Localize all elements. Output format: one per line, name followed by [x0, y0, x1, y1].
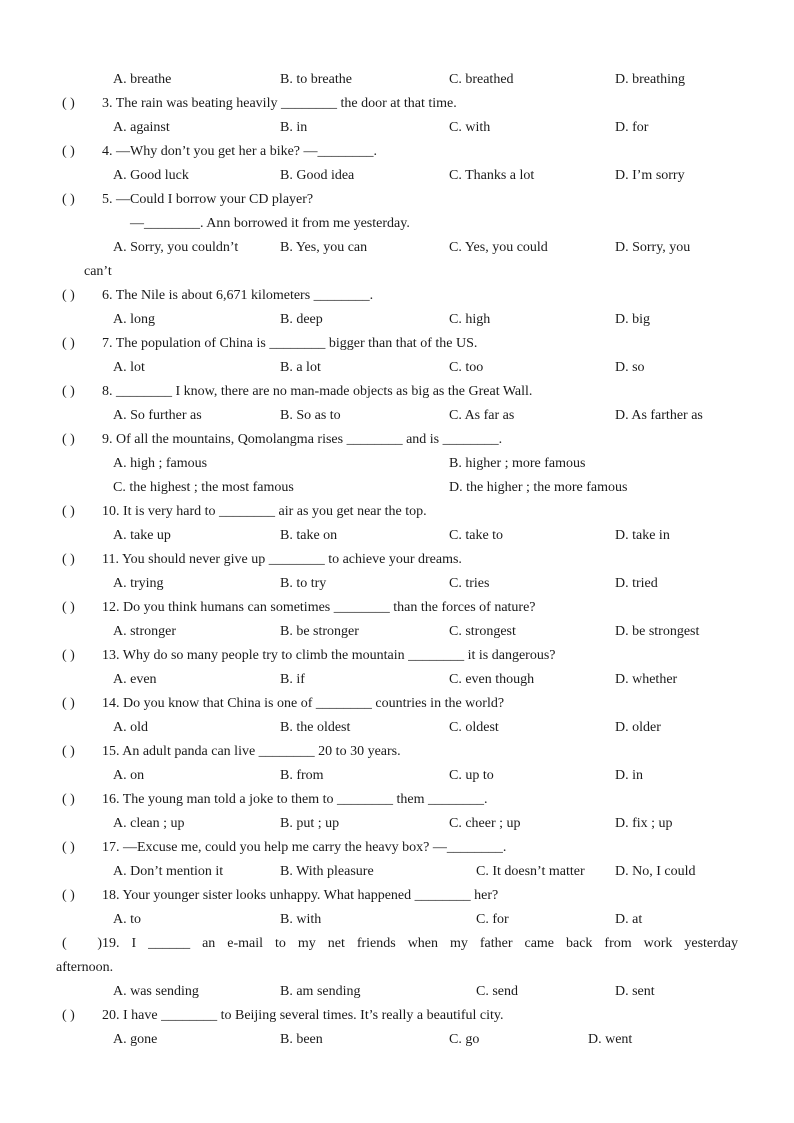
option-c: C. Yes, you could — [449, 240, 548, 255]
option-a: A. gone — [113, 1032, 158, 1047]
option-d: D. in — [615, 768, 643, 783]
option-c: C. the highest ; the most famous — [113, 480, 294, 495]
question-19 — [62, 932, 738, 956]
question-5 — [62, 188, 742, 212]
option-c: C. too — [449, 360, 484, 375]
q2-option-d: D. breathing — [615, 72, 685, 87]
option-c: C. It doesn’t matter — [476, 864, 585, 879]
option-d: D. sent — [615, 984, 655, 999]
question-14 — [62, 692, 742, 716]
question-7 — [62, 332, 742, 356]
answer-parens: ( ) — [62, 1008, 75, 1023]
option-d: D. fix ; up — [615, 816, 673, 831]
question-text: 15. An adult panda can live ________ 20 to 30 years. — [102, 744, 401, 759]
question-text: 11. You should never give up ________ to achieve your dreams. — [102, 552, 462, 567]
answer-parens: ( ) — [62, 648, 75, 663]
question-text: 7. The population of China is ________ bigger than that of the US. — [102, 336, 478, 351]
option-d: D. so — [615, 360, 645, 375]
question-5-reply: —________. Ann borrowed it from me yesterday. — [130, 216, 410, 231]
option-b: B. With pleasure — [280, 864, 374, 879]
q2-option-a: A. breathe — [113, 72, 172, 87]
answer-parens: ( ) — [62, 144, 75, 159]
option-d: D. the higher ; the more famous — [449, 480, 628, 495]
option-c: C. even though — [449, 672, 535, 687]
option-a: A. stronger — [113, 624, 176, 639]
option-a: A. old — [113, 720, 148, 735]
answer-parens: ( ) — [62, 96, 75, 111]
option-b: B. put ; up — [280, 816, 340, 831]
option-b: B. from — [280, 768, 324, 783]
question-text: 10. It is very hard to ________ air as you get near the top. — [102, 504, 427, 519]
option-b: B. be stronger — [280, 624, 359, 639]
option-b: B. take on — [280, 528, 338, 543]
answer-parens: ( ) — [62, 696, 75, 711]
option-b: B. am sending — [280, 984, 361, 999]
question-text: 16. The young man told a joke to them to ________ them ________. — [102, 792, 488, 807]
question-3 — [62, 92, 742, 116]
option-c: C. for — [476, 912, 509, 927]
question-text: 3. The rain was beating heavily ________ the door at that time. — [102, 96, 457, 111]
q2-option-b: B. to breathe — [280, 72, 352, 87]
option-a: A. was sending — [113, 984, 199, 999]
option-b: B. deep — [280, 312, 323, 327]
option-c: C. As far as — [449, 408, 515, 423]
option-d: D. As farther as — [615, 408, 703, 423]
question-17 — [62, 836, 742, 860]
option-b: B. higher ; more famous — [449, 456, 586, 471]
option-a: A. Good luck — [113, 168, 189, 183]
option-c: C. send — [476, 984, 518, 999]
answer-parens: ( ) — [62, 192, 75, 207]
option-d: D. for — [615, 120, 649, 135]
option-c: C. up to — [449, 768, 494, 783]
question-9 — [62, 428, 742, 452]
question-18 — [62, 884, 742, 908]
question-8 — [62, 380, 742, 404]
option-c: C. with — [449, 120, 491, 135]
option-d: D. at — [615, 912, 643, 927]
answer-parens: ( ) — [62, 336, 75, 351]
question-text: 4. —Why don’t you get her a bike? —________. — [102, 144, 378, 159]
q2-option-c: C. breathed — [449, 72, 514, 87]
option-b: B. if — [280, 672, 305, 687]
answer-parens: ( ) — [62, 504, 75, 519]
option-a: A. clean ; up — [113, 816, 185, 831]
option-d-wrap: can’t — [84, 264, 112, 279]
question-text: 6. The Nile is about 6,671 kilometers ________. — [102, 288, 374, 303]
question-19-wrap: afternoon. — [56, 960, 114, 975]
option-c: C. high — [449, 312, 491, 327]
question-11 — [62, 548, 742, 572]
answer-parens: ( ) — [62, 288, 75, 303]
option-a: A. So further as — [113, 408, 202, 423]
answer-parens: ( ) — [62, 792, 75, 807]
question-13 — [62, 644, 742, 668]
option-d: D. I’m sorry — [615, 168, 685, 183]
question-text: 13. Why do so many people try to climb the mountain ________ it is dangerous? — [102, 648, 556, 663]
option-d: D. older — [615, 720, 661, 735]
option-d: D. be strongest — [615, 624, 700, 639]
option-b: B. been — [280, 1032, 323, 1047]
question-text: 19. I ______ an e-mail to my net friends when my father came back from work yesterday — [102, 936, 738, 951]
option-b: B. with — [280, 912, 322, 927]
answer-parens: ( ) — [62, 600, 75, 615]
question-12 — [62, 596, 742, 620]
option-d: D. No, I could — [615, 864, 696, 879]
option-a: A. trying — [113, 576, 164, 591]
question-text: 18. Your younger sister looks unhappy. What happened ________ her? — [102, 888, 499, 903]
question-text: 17. —Excuse me, could you help me carry the heavy box? —________. — [102, 840, 507, 855]
option-b: B. a lot — [280, 360, 321, 375]
option-c: C. oldest — [449, 720, 499, 735]
answer-parens: ( ) — [62, 432, 75, 447]
option-b: B. Yes, you can — [280, 240, 368, 255]
option-b: B. to try — [280, 576, 327, 591]
answer-parens: ( ) — [62, 888, 75, 903]
answer-parens: ( ) — [62, 552, 75, 567]
option-d: D. went — [588, 1032, 633, 1047]
option-c: C. tries — [449, 576, 490, 591]
option-a: A. take up — [113, 528, 171, 543]
option-a: A. high ; famous — [113, 456, 208, 471]
option-b: B. So as to — [280, 408, 341, 423]
option-c: C. strongest — [449, 624, 516, 639]
question-20 — [62, 1004, 742, 1028]
question-text: 5. —Could I borrow your CD player? — [102, 192, 314, 207]
question-6 — [62, 284, 742, 308]
question-16 — [62, 788, 742, 812]
option-a: A. to — [113, 912, 141, 927]
option-d: D. tried — [615, 576, 658, 591]
answer-parens: ( ) — [62, 384, 75, 399]
option-d: D. whether — [615, 672, 678, 687]
option-a: A. Don’t mention it — [113, 864, 224, 879]
option-b: B. the oldest — [280, 720, 351, 735]
option-a: A. long — [113, 312, 155, 327]
option-c: C. cheer ; up — [449, 816, 521, 831]
question-text: 14. Do you know that China is one of ________ countries in the world? — [102, 696, 505, 711]
answer-parens: ( ) — [62, 840, 75, 855]
question-4 — [62, 140, 742, 164]
option-d: D. big — [615, 312, 650, 327]
option-a: A. lot — [113, 360, 145, 375]
option-d: D. Sorry, you — [615, 240, 691, 255]
option-a: A. against — [113, 120, 170, 135]
question-text: 8. ________ I know, there are no man-made objects as big as the Great Wall. — [102, 384, 533, 399]
question-text: 12. Do you think humans can sometimes ________ than the forces of nature? — [102, 600, 536, 615]
option-c: C. go — [449, 1032, 480, 1047]
option-b: B. in — [280, 120, 308, 135]
option-b: B. Good idea — [280, 168, 355, 183]
option-a: A. on — [113, 768, 145, 783]
question-15 — [62, 740, 742, 764]
answer-parens: ( ) — [62, 936, 102, 951]
option-c: C. take to — [449, 528, 504, 543]
question-text: 20. I have ________ to Beijing several times. It’s really a beautiful city. — [102, 1008, 504, 1023]
option-a: A. even — [113, 672, 157, 687]
option-c: C. Thanks a lot — [449, 168, 535, 183]
option-d: D. take in — [615, 528, 670, 543]
answer-parens: ( ) — [62, 744, 75, 759]
question-10 — [62, 500, 742, 524]
option-a: A. Sorry, you couldn’t — [113, 240, 239, 255]
question-text: 9. Of all the mountains, Qomolangma rises ________ and is ________. — [102, 432, 503, 447]
